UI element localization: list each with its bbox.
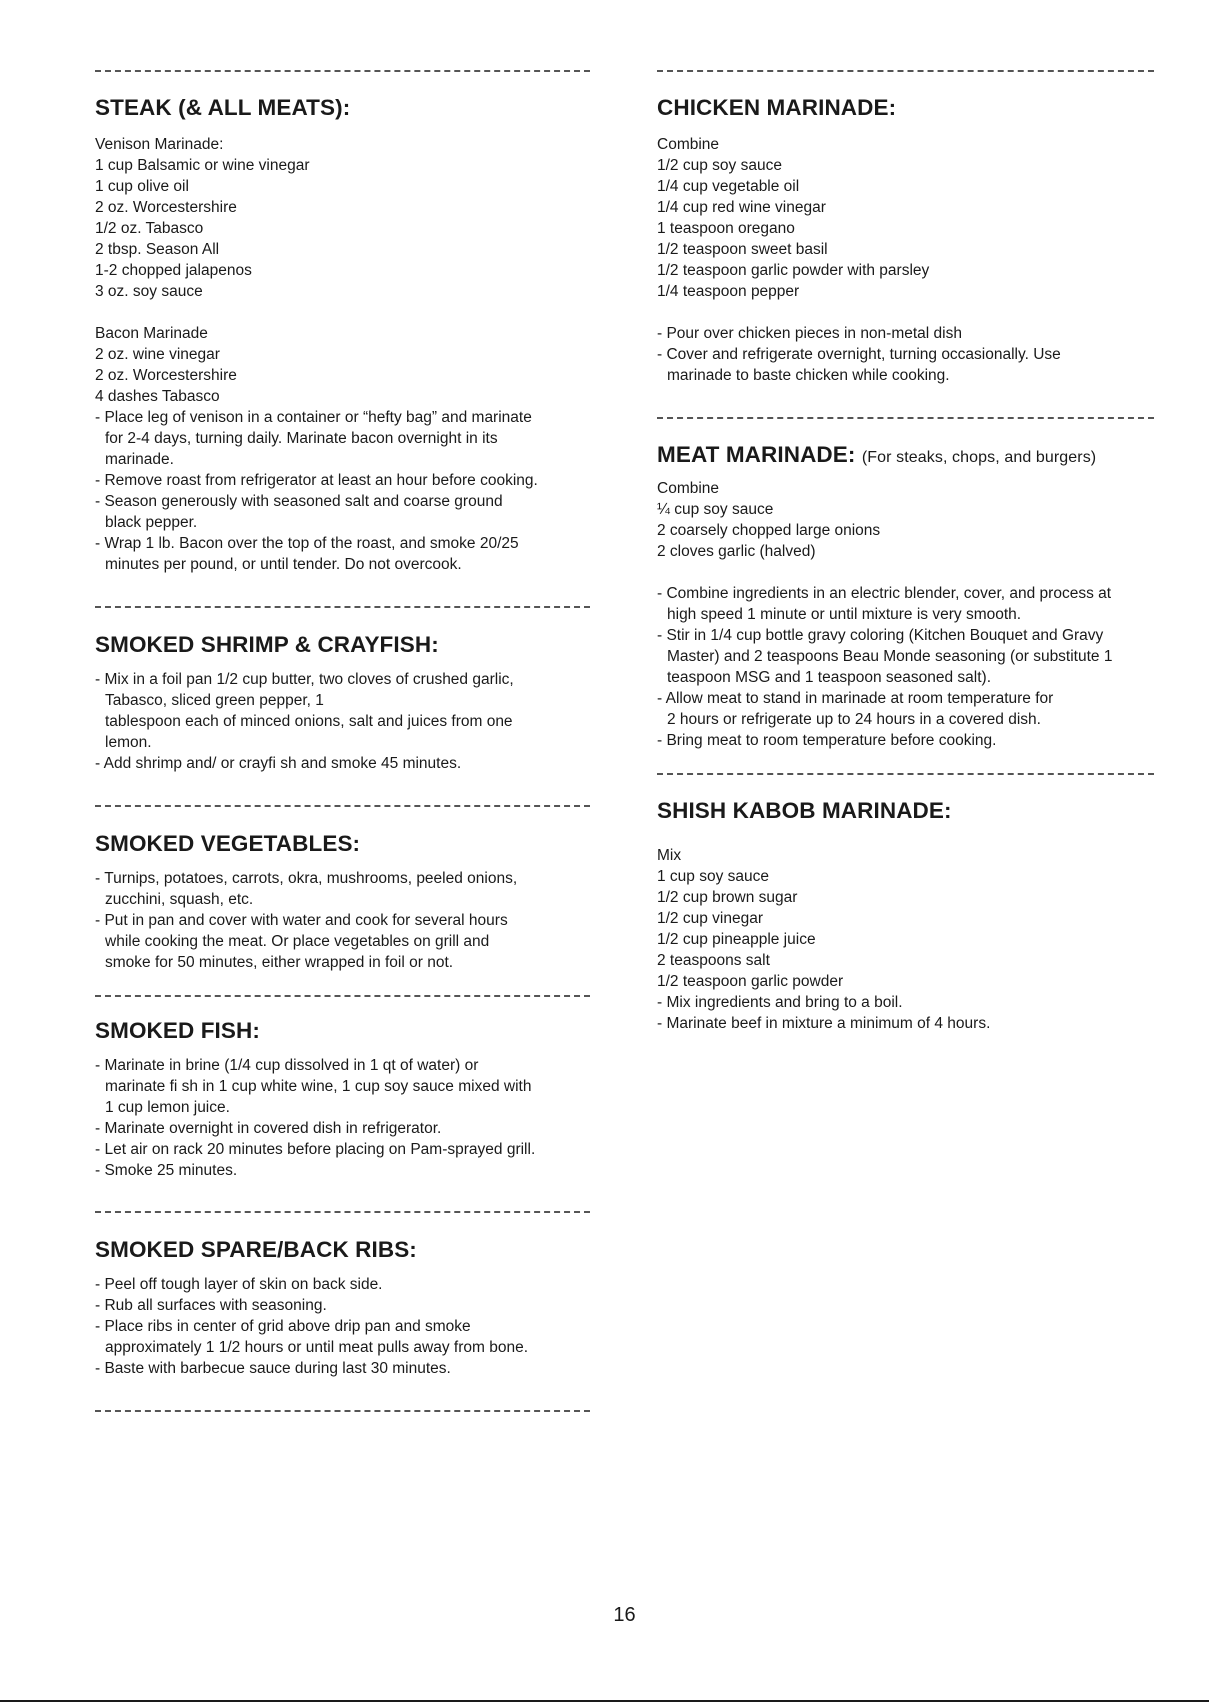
bullet-continuation: Master) and 2 teaspoons Beau Monde seasoning (or substitute 1 [667, 648, 1113, 665]
section-heading: SMOKED SPARE/BACK RIBS: [95, 1237, 417, 1262]
bullet-text: - Combine ingredients in an electric blender, cover, and process at [657, 585, 1112, 602]
text-line: 1/2 cup soy sauce [657, 157, 782, 174]
bullet-item [657, 625, 1154, 688]
recipe-body [657, 845, 1154, 1034]
bullet-continuation: marinade. [105, 451, 174, 468]
section-heading: SMOKED FISH: [95, 1018, 260, 1043]
bullet-text: - Allow meat to stand in marinade at room temperature for [657, 690, 1054, 707]
bullet-text: - Smoke 25 minutes. [95, 1162, 238, 1179]
bullet-item [95, 669, 590, 753]
heading-title: MEAT MARINADE: [657, 442, 856, 467]
bullet-continuation: tablespoon each of minced onions, salt and juices from one [105, 713, 513, 730]
bullet-text: - Remove roast from refrigerator at least an hour before cooking. [95, 472, 538, 489]
text-line: 1/2 oz. Tabasco [95, 220, 204, 237]
section-heading: SMOKED SHRIMP & CRAYFISH: [95, 632, 439, 657]
text-line: - Mix ingredients and bring to a boil. [657, 994, 903, 1011]
blank-line [95, 302, 590, 323]
bullet-item [95, 1316, 590, 1358]
section-ribs [95, 1236, 590, 1379]
text-line: Mix [657, 847, 682, 864]
bullet-continuation: lemon. [105, 734, 152, 751]
bullet-continuation: for 2-4 days, turning daily. Marinate bacon overnight in its [105, 430, 498, 447]
bullet-item [95, 1295, 590, 1316]
bullet-text: - Peel off tough layer of skin on back side. [95, 1276, 383, 1293]
text-line: 1 cup olive oil [95, 178, 189, 195]
text-line: 2 oz. wine vinegar [95, 346, 220, 363]
bullet-text: - Place leg of venison in a container or “hefty bag” and marinate [95, 409, 532, 426]
text-line: Venison Marinade: [95, 136, 224, 153]
heading-note: (For steaks, chops, and burgers) [861, 449, 1097, 466]
text-line: Bacon Marinade [95, 325, 208, 342]
section-heading: STEAK (& ALL MEATS): [95, 95, 351, 120]
dashed-divider [95, 805, 590, 807]
text-line: Combine [657, 480, 720, 497]
text-line: 2 oz. Worcestershire [95, 367, 237, 384]
text-line: ¼ cup soy sauce [657, 501, 774, 518]
bullet-text: - Wrap 1 lb. Bacon over the top of the roast, and smoke 20/25 [95, 535, 519, 552]
text-line: Combine [657, 136, 720, 153]
dashed-divider [657, 773, 1154, 775]
bullet-item [657, 323, 1154, 344]
text-line: 1/2 cup vinegar [657, 910, 763, 927]
bullet-item [95, 1274, 590, 1295]
text-line: 4 dashes Tabasco [95, 388, 220, 405]
text-line: 2 cloves garlic (halved) [657, 543, 816, 560]
text-line: 1/4 cup vegetable oil [657, 178, 800, 195]
text-line: 1 teaspoon oregano [657, 220, 795, 237]
bullet-item [95, 1118, 590, 1139]
recipe-body [95, 669, 590, 774]
dashed-divider [95, 995, 590, 997]
bullet-item [95, 491, 590, 533]
section-heading: SMOKED VEGETABLES: [95, 831, 361, 856]
section-heading [657, 441, 1154, 472]
bullet-text: - Add shrimp and/ or crayfi sh and smoke 45 minutes. [95, 755, 462, 772]
bullet-text: - Place ribs in center of grid above drip pan and smoke [95, 1318, 471, 1335]
bullet-text: - Cover and refrigerate overnight, turning occasionally. Use [657, 346, 1061, 363]
bullet-text: - Season generously with seasoned salt and coarse ground [95, 493, 503, 510]
dashed-divider [657, 70, 1154, 72]
bullet-item [95, 1358, 590, 1379]
dashed-divider [95, 1211, 590, 1213]
text-line: 1/2 teaspoon garlic powder [657, 973, 844, 990]
recipe-body [95, 868, 590, 973]
section-shrimp [95, 631, 590, 774]
bullet-text: - Put in pan and cover with water and cook for several hours [95, 912, 508, 929]
dashed-divider [657, 417, 1154, 419]
bullet-text: - Bring meat to room temperature before cooking. [657, 732, 997, 749]
bullet-continuation: black pepper. [105, 514, 198, 531]
dashed-divider [95, 606, 590, 608]
page-number: 16 [613, 1604, 636, 1626]
bullet-text: - Mix in a foil pan 1/2 cup butter, two cloves of crushed garlic, [95, 671, 514, 688]
bullet-continuation: marinate fi sh in 1 cup white wine, 1 cup soy sauce mixed with [105, 1078, 532, 1095]
bullet-item [657, 730, 1154, 751]
bullet-item [95, 753, 590, 774]
section-meat-marinade [657, 441, 1154, 751]
text-line: 1 cup soy sauce [657, 868, 770, 885]
text-line: - Marinate beef in mixture a minimum of 4 hours. [657, 1015, 991, 1032]
bullet-continuation: high speed 1 minute or until mixture is very smooth. [667, 606, 1022, 623]
section-heading: CHICKEN MARINADE: [657, 95, 897, 120]
bullet-text: - Stir in 1/4 cup bottle gravy coloring (Kitchen Bouquet and Gravy [657, 627, 1104, 644]
text-line: 1/2 cup pineapple juice [657, 931, 816, 948]
text-line: 3 oz. soy sauce [95, 283, 203, 300]
section-heading: SHISH KABOB MARINADE: [657, 798, 952, 823]
left-column [95, 70, 590, 1412]
recipe-body [95, 134, 590, 575]
recipe-body [657, 134, 1154, 386]
dashed-divider [95, 1410, 590, 1412]
recipe-body [95, 1055, 590, 1181]
bullet-item [95, 1055, 590, 1118]
bullet-item [95, 1139, 590, 1160]
bullet-text: - Pour over chicken pieces in non-metal dish [657, 325, 962, 342]
right-column [657, 70, 1154, 1034]
text-line: 2 coarsely chopped large onions [657, 522, 881, 539]
bullet-continuation: approximately 1 1/2 hours or until meat pulls away from bone. [105, 1339, 529, 1356]
bullet-continuation: 1 cup lemon juice. [105, 1099, 230, 1116]
text-line: 1/4 teaspoon pepper [657, 283, 800, 300]
bullet-continuation: teaspoon MSG and 1 teaspoon seasoned salt). [667, 669, 991, 686]
bullet-text: - Marinate overnight in covered dish in refrigerator. [95, 1120, 442, 1137]
blank-line [657, 302, 1154, 323]
text-line: 1/2 cup brown sugar [657, 889, 798, 906]
text-line: 1 cup Balsamic or wine vinegar [95, 157, 310, 174]
bullet-text: - Marinate in brine (1/4 cup dissolved in 1 qt of water) or [95, 1057, 479, 1074]
bullet-continuation: minutes per pound, or until tender. Do not overcook. [105, 556, 462, 573]
bullet-continuation: smoke for 50 minutes, either wrapped in foil or not. [105, 954, 454, 971]
recipe-body [657, 478, 1154, 751]
bullet-continuation: marinade to baste chicken while cooking. [667, 367, 950, 384]
bullet-item [95, 868, 590, 910]
text-line: 1/2 teaspoon garlic powder with parsley [657, 262, 930, 279]
bullet-item [95, 533, 590, 575]
bullet-text: - Turnips, potatoes, carrots, okra, mushrooms, peeled onions, [95, 870, 518, 887]
text-line: 2 oz. Worcestershire [95, 199, 237, 216]
text-line: 2 tbsp. Season All [95, 241, 220, 258]
text-line: 1/2 teaspoon sweet basil [657, 241, 828, 258]
bullet-item [95, 910, 590, 973]
bullet-item [95, 1160, 590, 1181]
bullet-continuation: while cooking the meat. Or place vegetables on grill and [105, 933, 490, 950]
text-line: 1/4 cup red wine vinegar [657, 199, 826, 216]
bullet-continuation: zucchini, squash, etc. [105, 891, 254, 908]
bullet-text: - Baste with barbecue sauce during last 30 minutes. [95, 1360, 451, 1377]
blank-line [657, 562, 1154, 583]
section-vegetables [95, 830, 590, 973]
bullet-item [657, 583, 1154, 625]
bullet-item [95, 407, 590, 470]
dashed-divider [95, 70, 590, 72]
section-steak [95, 94, 590, 575]
bullet-item [657, 344, 1154, 386]
recipe-body [95, 1274, 590, 1379]
section-fish [95, 1017, 590, 1181]
bullet-item [95, 470, 590, 491]
section-chicken [657, 94, 1154, 386]
section-kabob [657, 797, 1154, 1034]
text-line: 2 teaspoons salt [657, 952, 770, 969]
text-line: 1-2 chopped jalapenos [95, 262, 252, 279]
bullet-text: - Rub all surfaces with seasoning. [95, 1297, 327, 1314]
bullet-continuation: Tabasco, sliced green pepper, 1 [105, 692, 324, 709]
bullet-item [657, 688, 1154, 730]
bullet-text: - Let air on rack 20 minutes before placing on Pam-sprayed grill. [95, 1141, 536, 1158]
bullet-continuation: 2 hours or refrigerate up to 24 hours in a covered dish. [667, 711, 1041, 728]
